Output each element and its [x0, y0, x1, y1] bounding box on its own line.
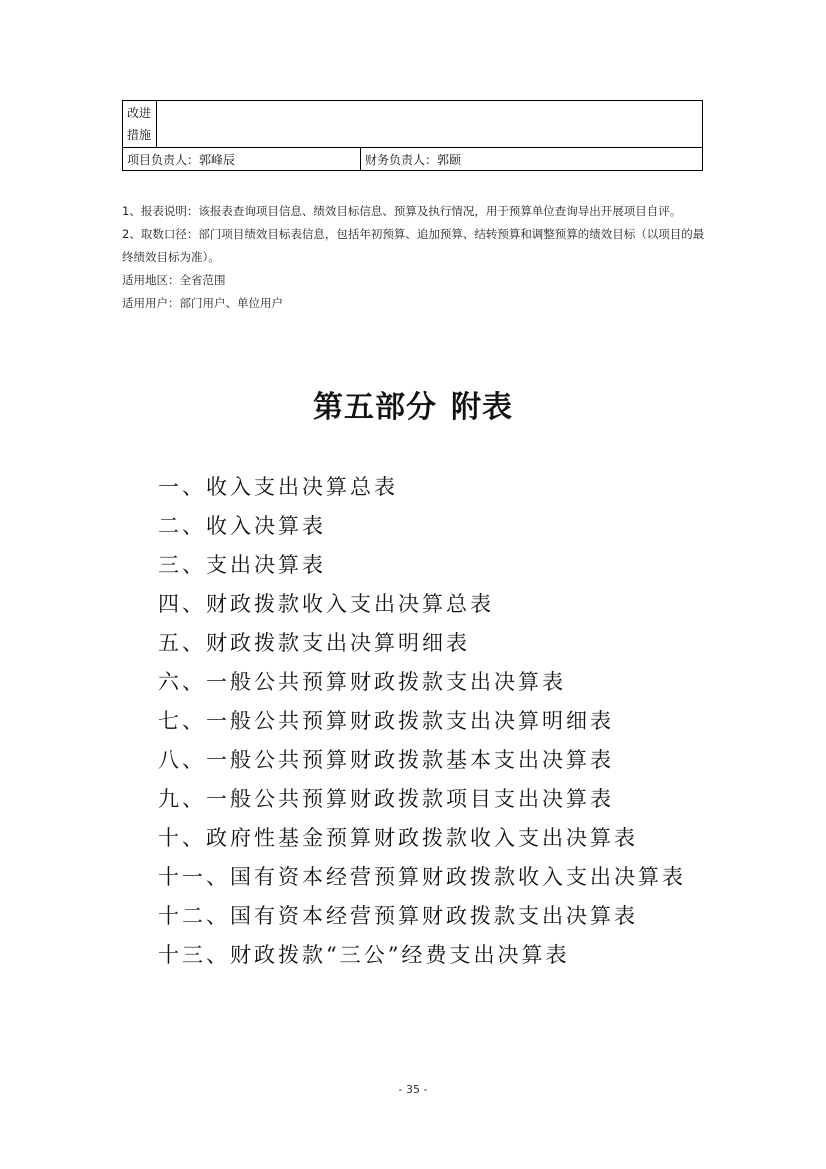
note-applicable-users: 适用用户：部门用户、单位用户 — [122, 296, 283, 310]
appendix-item: 四、财政拨款收入支出决算总表 — [158, 592, 494, 616]
appendix-item: 十、政府性基金预算财政拨款收入支出决算表 — [158, 826, 638, 850]
measures-row — [123, 101, 703, 148]
performance-table — [122, 100, 703, 171]
appendix-item: 十三、财政拨款“三公”经费支出决算表 — [158, 943, 570, 967]
appendix-list — [158, 468, 686, 975]
appendix-item: 一、收入支出决算总表 — [158, 475, 398, 499]
appendix-item: 二、收入决算表 — [158, 514, 326, 538]
page-number: - 35 - — [398, 1083, 428, 1096]
appendix-item: 九、一般公共预算财政拨款项目支出决算表 — [158, 787, 614, 811]
finance-lead: 财务负责人：郭颐 — [361, 148, 703, 171]
section-title — [0, 382, 826, 426]
appendix-item: 十二、国有资本经营预算财政拨款支出决算表 — [158, 904, 638, 928]
measures-value — [157, 101, 703, 148]
appendix-item: 八、一般公共预算财政拨款基本支出决算表 — [158, 748, 614, 772]
section-title-name: 附表 — [451, 390, 513, 425]
report-notes — [122, 200, 706, 315]
note-applicable-region: 适用地区：全省范围 — [122, 273, 226, 287]
note-report-description: 1、报表说明：该报表查询项目信息、绩效目标信息、预算及执行情况，用于预算单位查询导出开展项目自评。 — [122, 204, 682, 218]
appendix-item: 六、一般公共预算财政拨款支出决算表 — [158, 670, 566, 694]
appendix-item: 三、支出决算表 — [158, 553, 326, 577]
appendix-item: 十一、国有资本经营预算财政拨款收入支出决算表 — [158, 865, 686, 889]
appendix-item: 七、一般公共预算财政拨款支出决算明细表 — [158, 709, 614, 733]
measures-label: 改进措施 — [123, 101, 157, 148]
section-title-part: 第五部分 — [313, 390, 437, 425]
appendix-item: 五、财政拨款支出决算明细表 — [158, 631, 470, 655]
signature-row — [123, 148, 703, 171]
project-lead: 项目负责人：郭峰辰 — [123, 148, 361, 171]
note-data-scope: 2、取数口径：部门项目绩效目标表信息，包括年初预算、追加预算、结转预算和调整预算的绩效目标（以项目的最终绩效目标为准）。 — [122, 227, 705, 264]
